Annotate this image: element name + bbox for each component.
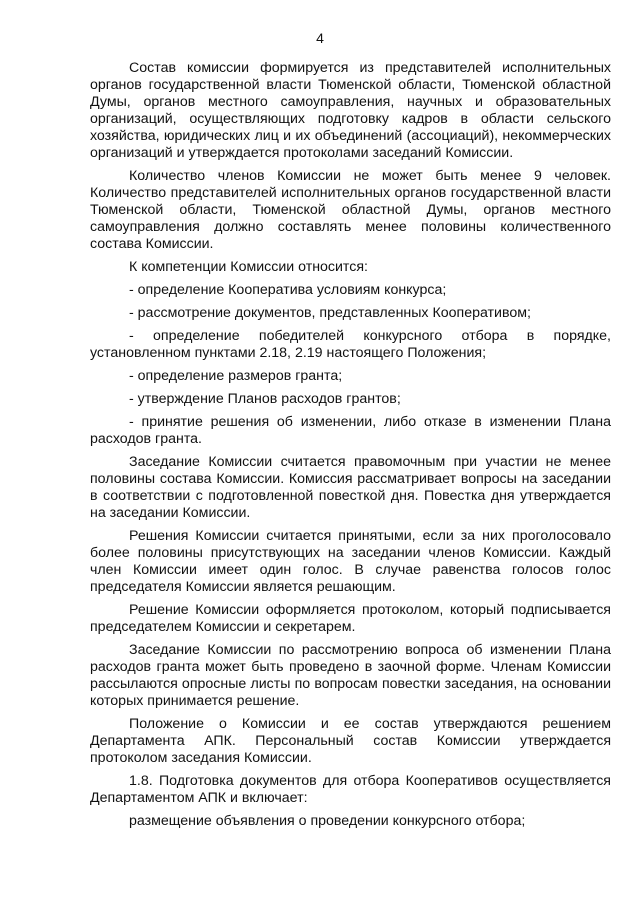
paragraph-regulation-approval: Положение о Комиссии и ее состав утверждаются решением Департамента АПК. Персональный состав Комиссии утверждается протоколом заседания Комиссии. (90, 716, 611, 766)
document-body (90, 60, 611, 836)
list-item-competence: - определение размеров гранта; (129, 368, 343, 384)
paragraph-competence-intro: К компетенции Комиссии относится: (129, 259, 368, 275)
list-item-competence: - утверждение Планов расходов грантов; (129, 391, 401, 407)
paragraph-commission-composition: Состав комиссии формируется из представителей исполнительных органов государственной власти Тюменской области, Тюменской областной Думы, органов местного самоуправления, научных и образовательных организаций, осуществляющих подготовку кадров в области сельского хозяйства, юридических лиц и их объединений (ассоциаций), некоммерческих организаций и утверждается протоколами заседаний Комиссии. (90, 60, 611, 161)
list-item-competence: - определение Кооператива условиям конкурса; (129, 282, 447, 298)
paragraph-absentee-session: Заседание Комиссии по рассмотрению вопроса об изменении Плана расходов гранта может быть проведено в заочной форме. Членам Комиссии рассылаются опросные листы по вопросам повестки заседания, на основании которых принимается решение. (90, 642, 611, 709)
paragraph-decisions: Решения Комиссии считается принятыми, если за них проголосовало более половины присутствующих на заседании членов Комиссии. Каждый член Комиссии имеет один голос. В случае равенства голосов голос председателя Комиссии является решающим. (90, 528, 611, 595)
list-item-competence: - принятие решения об изменении, либо отказе в изменении Плана расходов гранта. (90, 414, 611, 447)
list-item-competence: - определение победителей конкурсного отбора в порядке, установленном пунктами 2.18, 2.19 настоящего Положения; (90, 328, 611, 361)
page-number: 4 (316, 30, 324, 46)
list-item-competence: - рассмотрение документов, представленных Кооперативом; (129, 305, 531, 321)
paragraph-protocol: Решение Комиссии оформляется протоколом, который подписывается председателем Комиссии и секретарем. (90, 602, 611, 635)
paragraph-member-count: Количество членов Комиссии не может быть менее 9 человек. Количество представителей исполнительных органов государственной власти Тюменской области, Тюменской областной Думы, органов местного самоуправления должно составлять менее половины количественного состава Комиссии. (90, 168, 611, 252)
paragraph-section-1-8: 1.8. Подготовка документов для отбора Кооперативов осуществляется Департаментом АПК и включает: (90, 773, 611, 806)
paragraph-quorum: Заседание Комиссии считается правомочным при участии не менее половины состава Комиссии. Комиссия рассматривает вопросы на заседании в соответствии с подготовленной повесткой дня. Повестка дня утверждается на заседании Комиссии. (90, 454, 611, 521)
paragraph-announcement: размещение объявления о проведении конкурсного отбора; (129, 813, 526, 829)
